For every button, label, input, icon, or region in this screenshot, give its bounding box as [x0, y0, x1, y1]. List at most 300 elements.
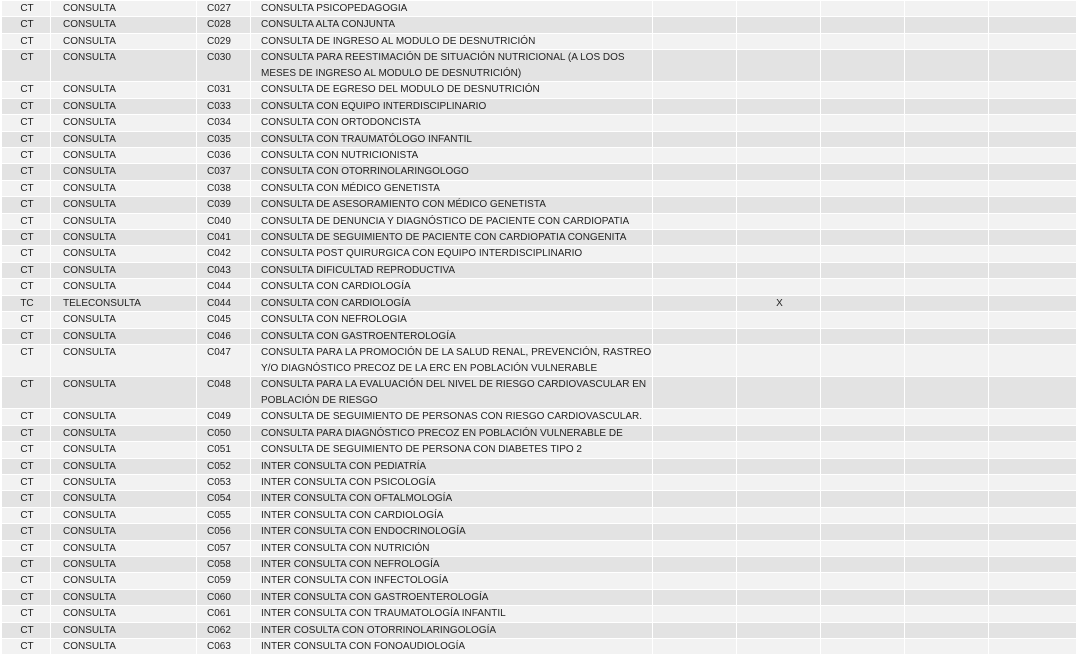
empty-cell — [821, 50, 905, 82]
empty-cell — [905, 344, 989, 376]
empty-cell — [905, 131, 989, 147]
prestacion-cell: CONSULTA — [51, 442, 197, 458]
descripcion-cell: CONSULTA PARA DIAGNÓSTICO PRECOZ EN POBLACIÓN VULNERABLE DE — [251, 425, 653, 441]
marca-cell — [737, 33, 821, 49]
marca-cell — [737, 131, 821, 147]
marca-cell — [737, 312, 821, 328]
prestacion-cell: CONSULTA — [51, 82, 197, 98]
table-row — [2, 556, 1077, 572]
tipo-cell: CT — [2, 474, 51, 490]
empty-cell — [653, 131, 737, 147]
empty-cell — [989, 1, 1077, 17]
descripcion-cell: CONSULTA DE ASESORAMIENTO CON MÉDICO GENETISTA — [251, 197, 653, 213]
empty-cell — [653, 409, 737, 425]
empty-cell — [821, 442, 905, 458]
empty-cell — [989, 474, 1077, 490]
empty-cell — [905, 507, 989, 523]
prestacion-cell: CONSULTA — [51, 409, 197, 425]
empty-cell — [653, 425, 737, 441]
table-row — [2, 17, 1077, 33]
prestacion-cell: CONSULTA — [51, 491, 197, 507]
empty-cell — [653, 589, 737, 605]
marca-cell — [737, 246, 821, 262]
empty-cell — [905, 262, 989, 278]
codigo-cell: C042 — [197, 246, 251, 262]
tipo-cell: CT — [2, 491, 51, 507]
empty-cell — [905, 279, 989, 295]
empty-cell — [821, 148, 905, 164]
descripcion-cell: CONSULTA CON ORTODONCISTA — [251, 115, 653, 131]
codigo-cell: C049 — [197, 409, 251, 425]
prestacion-cell: CONSULTA — [51, 328, 197, 344]
marca-cell — [737, 328, 821, 344]
prestacion-cell: CONSULTA — [51, 540, 197, 556]
empty-cell — [821, 328, 905, 344]
empty-cell — [905, 622, 989, 638]
tipo-cell: CT — [2, 262, 51, 278]
tipo-cell: CT — [2, 573, 51, 589]
descripcion-cell: CONSULTA CON EQUIPO INTERDISCIPLINARIO — [251, 98, 653, 114]
tipo-cell: CT — [2, 115, 51, 131]
marca-cell — [737, 409, 821, 425]
descripcion-cell: CONSULTA CON MÉDICO GENETISTA — [251, 180, 653, 196]
tipo-cell: CT — [2, 82, 51, 98]
marca-cell — [737, 474, 821, 490]
empty-cell — [905, 425, 989, 441]
empty-cell — [653, 17, 737, 33]
empty-cell — [905, 474, 989, 490]
descripcion-cell: CONSULTA PARA REESTIMACIÓN DE SITUACIÓN NUTRICIONAL (A LOS DOS MESES DE INGRESO AL MODULO DE DESNUTRICIÓN) — [251, 50, 653, 82]
empty-cell — [905, 606, 989, 622]
empty-cell — [905, 377, 989, 409]
descripcion-cell: CONSULTA PARA LA EVALUACIÓN DEL NIVEL DE RIESGO CARDIOVASCULAR EN POBLACIÓN DE RIESGO — [251, 377, 653, 409]
descripcion-cell: INTER CONSULTA CON INFECTOLOGÍA — [251, 573, 653, 589]
descripcion-cell: CONSULTA ALTA CONJUNTA — [251, 17, 653, 33]
empty-cell — [821, 131, 905, 147]
prestacion-cell: CONSULTA — [51, 246, 197, 262]
tipo-cell: CT — [2, 131, 51, 147]
empty-cell — [989, 573, 1077, 589]
marca-cell — [737, 230, 821, 246]
marca-cell — [737, 622, 821, 638]
empty-cell — [653, 262, 737, 278]
empty-cell — [653, 148, 737, 164]
descripcion-cell: INTER CONSULTA CON NEFROLOGÍA — [251, 556, 653, 572]
codigo-cell: C057 — [197, 540, 251, 556]
empty-cell — [653, 638, 737, 654]
empty-cell — [989, 82, 1077, 98]
empty-cell — [905, 230, 989, 246]
tipo-cell: CT — [2, 344, 51, 376]
prestacion-cell: CONSULTA — [51, 98, 197, 114]
table-row — [2, 50, 1077, 82]
tipo-cell: CT — [2, 148, 51, 164]
empty-cell — [821, 98, 905, 114]
marca-cell — [737, 540, 821, 556]
codigo-cell: C033 — [197, 98, 251, 114]
empty-cell — [821, 279, 905, 295]
empty-cell — [653, 540, 737, 556]
tipo-cell: CT — [2, 17, 51, 33]
table-row — [2, 507, 1077, 523]
table-row — [2, 33, 1077, 49]
marca-cell — [737, 556, 821, 572]
table-row — [2, 491, 1077, 507]
codigo-cell: C035 — [197, 131, 251, 147]
prestacion-cell: CONSULTA — [51, 279, 197, 295]
tipo-cell: CT — [2, 213, 51, 229]
prestacion-cell: CONSULTA — [51, 131, 197, 147]
codigo-cell: C027 — [197, 1, 251, 17]
descripcion-cell: INTER CONSULTA CON GASTROENTEROLOGÍA — [251, 589, 653, 605]
marca-cell — [737, 638, 821, 654]
empty-cell — [989, 131, 1077, 147]
descripcion-cell: INTER CONSULTA CON PEDIATRÍA — [251, 458, 653, 474]
empty-cell — [905, 17, 989, 33]
empty-cell — [905, 312, 989, 328]
prestacion-cell: CONSULTA — [51, 180, 197, 196]
marca-cell — [737, 115, 821, 131]
empty-cell — [989, 230, 1077, 246]
empty-cell — [905, 556, 989, 572]
table-row — [2, 622, 1077, 638]
empty-cell — [653, 491, 737, 507]
empty-cell — [905, 180, 989, 196]
empty-cell — [821, 573, 905, 589]
empty-cell — [821, 556, 905, 572]
empty-cell — [821, 507, 905, 523]
empty-cell — [653, 164, 737, 180]
marca-cell — [737, 606, 821, 622]
tipo-cell: CT — [2, 589, 51, 605]
empty-cell — [821, 409, 905, 425]
prestacion-cell: CONSULTA — [51, 230, 197, 246]
empty-cell — [989, 638, 1077, 654]
marca-cell — [737, 524, 821, 540]
descripcion-cell: CONSULTA DE SEGUIMIENTO DE PERSONAS CON RIESGO CARDIOVASCULAR. — [251, 409, 653, 425]
descripcion-cell: CONSULTA DIFICULTAD REPRODUCTIVA — [251, 262, 653, 278]
prestacion-cell: CONSULTA — [51, 148, 197, 164]
empty-cell — [905, 246, 989, 262]
empty-cell — [653, 622, 737, 638]
tipo-cell: CT — [2, 328, 51, 344]
codigo-cell: C062 — [197, 622, 251, 638]
prestacion-cell: CONSULTA — [51, 573, 197, 589]
marca-cell — [737, 180, 821, 196]
marca-cell — [737, 507, 821, 523]
codigo-cell: C044 — [197, 295, 251, 311]
codigo-cell: C059 — [197, 573, 251, 589]
empty-cell — [905, 573, 989, 589]
empty-cell — [905, 540, 989, 556]
codigo-cell: C031 — [197, 82, 251, 98]
tipo-cell: CT — [2, 180, 51, 196]
codigo-cell: C047 — [197, 344, 251, 376]
tipo-cell: CT — [2, 409, 51, 425]
codigo-cell: C046 — [197, 328, 251, 344]
empty-cell — [989, 262, 1077, 278]
table-row — [2, 262, 1077, 278]
empty-cell — [821, 230, 905, 246]
codigo-cell: C060 — [197, 589, 251, 605]
descripcion-cell: CONSULTA DE SEGUIMIENTO DE PACIENTE CON CARDIOPATIA CONGENITA — [251, 230, 653, 246]
empty-cell — [821, 295, 905, 311]
marca-cell — [737, 213, 821, 229]
empty-cell — [905, 82, 989, 98]
empty-cell — [989, 197, 1077, 213]
descripcion-cell: INTER CONSULTA CON PSICOLOGÍA — [251, 474, 653, 490]
prestacion-cell: TELECONSULTA — [51, 295, 197, 311]
table-row — [2, 279, 1077, 295]
empty-cell — [989, 17, 1077, 33]
empty-cell — [653, 507, 737, 523]
codigo-cell: C053 — [197, 474, 251, 490]
descripcion-cell: CONSULTA DE INGRESO AL MODULO DE DESNUTRICIÓN — [251, 33, 653, 49]
empty-cell — [905, 442, 989, 458]
table-row — [2, 589, 1077, 605]
tipo-cell: CT — [2, 638, 51, 654]
table-row — [2, 540, 1077, 556]
empty-cell — [905, 98, 989, 114]
table-row — [2, 82, 1077, 98]
empty-cell — [653, 312, 737, 328]
descripcion-cell: CONSULTA PARA LA PROMOCIÓN DE LA SALUD RENAL, PREVENCIÓN, RASTREO Y/O DIAGNÓSTICO PRECOZ DE LA ERC EN POBLACIÓN VULNERABLE — [251, 344, 653, 376]
empty-cell — [989, 377, 1077, 409]
empty-cell — [989, 507, 1077, 523]
table-row — [2, 524, 1077, 540]
empty-cell — [821, 33, 905, 49]
tipo-cell: TC — [2, 295, 51, 311]
prestacion-cell: CONSULTA — [51, 474, 197, 490]
empty-cell — [821, 115, 905, 131]
empty-cell — [653, 295, 737, 311]
codigo-cell: C052 — [197, 458, 251, 474]
codigo-cell: C028 — [197, 17, 251, 33]
empty-cell — [653, 328, 737, 344]
codigo-cell: C040 — [197, 213, 251, 229]
table-row — [2, 344, 1077, 376]
empty-cell — [653, 474, 737, 490]
descripcion-cell: CONSULTA CON GASTROENTEROLOGÍA — [251, 328, 653, 344]
marca-cell — [737, 1, 821, 17]
marca-cell — [737, 164, 821, 180]
marca-cell: X — [737, 295, 821, 311]
empty-cell — [989, 606, 1077, 622]
empty-cell — [821, 312, 905, 328]
descripcion-cell: INTER CONSULTA CON NUTRICIÓN — [251, 540, 653, 556]
codigo-cell: C061 — [197, 606, 251, 622]
descripcion-cell: CONSULTA CON OTORRINOLARINGOLOGO — [251, 164, 653, 180]
descripcion-cell: CONSULTA DE SEGUIMIENTO DE PERSONA CON DIABETES TIPO 2 — [251, 442, 653, 458]
empty-cell — [989, 540, 1077, 556]
empty-cell — [653, 33, 737, 49]
empty-cell — [905, 409, 989, 425]
table-row — [2, 164, 1077, 180]
prestacion-cell: CONSULTA — [51, 638, 197, 654]
tipo-cell: CT — [2, 556, 51, 572]
table-row — [2, 606, 1077, 622]
empty-cell — [653, 344, 737, 376]
marca-cell — [737, 148, 821, 164]
table-row — [2, 197, 1077, 213]
codigo-cell: C051 — [197, 442, 251, 458]
prestacion-cell: CONSULTA — [51, 17, 197, 33]
codigo-cell: C043 — [197, 262, 251, 278]
codigo-cell: C050 — [197, 425, 251, 441]
empty-cell — [821, 213, 905, 229]
codigo-cell: C044 — [197, 279, 251, 295]
prestacion-cell: CONSULTA — [51, 50, 197, 82]
tipo-cell: CT — [2, 279, 51, 295]
empty-cell — [821, 17, 905, 33]
marca-cell — [737, 442, 821, 458]
empty-cell — [989, 344, 1077, 376]
marca-cell — [737, 491, 821, 507]
codigo-cell: C056 — [197, 524, 251, 540]
empty-cell — [905, 295, 989, 311]
tipo-cell: CT — [2, 1, 51, 17]
empty-cell — [653, 606, 737, 622]
empty-cell — [989, 442, 1077, 458]
empty-cell — [905, 638, 989, 654]
empty-cell — [821, 606, 905, 622]
tipo-cell: CT — [2, 164, 51, 180]
empty-cell — [821, 458, 905, 474]
tipo-cell: CT — [2, 246, 51, 262]
codigo-cell: C063 — [197, 638, 251, 654]
prestacion-cell: CONSULTA — [51, 164, 197, 180]
codigo-cell: C034 — [197, 115, 251, 131]
table-row — [2, 458, 1077, 474]
codigo-cell: C029 — [197, 33, 251, 49]
codigo-cell: C041 — [197, 230, 251, 246]
marca-cell — [737, 262, 821, 278]
empty-cell — [905, 524, 989, 540]
prestacion-cell: CONSULTA — [51, 524, 197, 540]
table-body — [2, 1, 1077, 655]
empty-cell — [653, 442, 737, 458]
empty-cell — [653, 230, 737, 246]
codigo-cell: C030 — [197, 50, 251, 82]
tipo-cell: CT — [2, 377, 51, 409]
tipo-cell: CT — [2, 50, 51, 82]
table-row — [2, 98, 1077, 114]
empty-cell — [653, 458, 737, 474]
empty-cell — [905, 164, 989, 180]
empty-cell — [989, 312, 1077, 328]
empty-cell — [905, 491, 989, 507]
table-row — [2, 295, 1077, 311]
descripcion-cell: CONSULTA CON NUTRICIONISTA — [251, 148, 653, 164]
marca-cell — [737, 377, 821, 409]
codigo-cell: C038 — [197, 180, 251, 196]
table-row — [2, 638, 1077, 654]
empty-cell — [821, 377, 905, 409]
prestacion-cell: CONSULTA — [51, 197, 197, 213]
codigo-cell: C058 — [197, 556, 251, 572]
empty-cell — [653, 573, 737, 589]
empty-cell — [653, 180, 737, 196]
codigo-cell: C045 — [197, 312, 251, 328]
empty-cell — [821, 262, 905, 278]
tipo-cell: CT — [2, 230, 51, 246]
empty-cell — [989, 50, 1077, 82]
tipo-cell: CT — [2, 33, 51, 49]
prestacion-cell: CONSULTA — [51, 507, 197, 523]
table-row — [2, 148, 1077, 164]
marca-cell — [737, 425, 821, 441]
tipo-cell: CT — [2, 312, 51, 328]
table-row — [2, 442, 1077, 458]
empty-cell — [989, 458, 1077, 474]
codigo-cell: C054 — [197, 491, 251, 507]
descripcion-cell: CONSULTA PSICOPEDAGOGIA — [251, 1, 653, 17]
table-row — [2, 115, 1077, 131]
empty-cell — [821, 197, 905, 213]
empty-cell — [821, 344, 905, 376]
descripcion-cell: INTER CONSULTA CON FONOAUDIOLOGÍA — [251, 638, 653, 654]
descripcion-cell: INTER COSULTA CON OTORRINOLARINGOLOGÍA — [251, 622, 653, 638]
empty-cell — [905, 197, 989, 213]
empty-cell — [989, 524, 1077, 540]
table-row — [2, 573, 1077, 589]
descripcion-cell: CONSULTA CON CARDIOLOGÍA — [251, 295, 653, 311]
table-row — [2, 1, 1077, 17]
descripcion-cell: CONSULTA CON CARDIOLOGÍA — [251, 279, 653, 295]
tipo-cell: CT — [2, 458, 51, 474]
prestaciones-table — [1, 0, 1077, 655]
empty-cell — [989, 556, 1077, 572]
empty-cell — [989, 164, 1077, 180]
marca-cell — [737, 344, 821, 376]
descripcion-cell: INTER CONSULTA CON CARDIOLOGÍA — [251, 507, 653, 523]
prestacion-cell: CONSULTA — [51, 115, 197, 131]
codigo-cell: C036 — [197, 148, 251, 164]
table-row — [2, 180, 1077, 196]
table-row — [2, 230, 1077, 246]
empty-cell — [653, 82, 737, 98]
descripcion-cell: INTER CONSULTA CON ENDOCRINOLOGÍA — [251, 524, 653, 540]
descripcion-cell: CONSULTA POST QUIRURGICA CON EQUIPO INTERDISCIPLINARIO — [251, 246, 653, 262]
empty-cell — [821, 474, 905, 490]
descripcion-cell: INTER CONSULTA CON TRAUMATOLOGÍA INFANTIL — [251, 606, 653, 622]
marca-cell — [737, 82, 821, 98]
empty-cell — [905, 589, 989, 605]
empty-cell — [653, 524, 737, 540]
table-row — [2, 312, 1077, 328]
empty-cell — [821, 524, 905, 540]
empty-cell — [821, 180, 905, 196]
empty-cell — [905, 1, 989, 17]
tipo-cell: CT — [2, 98, 51, 114]
descripcion-cell: CONSULTA CON TRAUMATÓLOGO INFANTIL — [251, 131, 653, 147]
empty-cell — [905, 328, 989, 344]
empty-cell — [653, 556, 737, 572]
marca-cell — [737, 279, 821, 295]
empty-cell — [821, 540, 905, 556]
empty-cell — [821, 491, 905, 507]
empty-cell — [989, 246, 1077, 262]
marca-cell — [737, 50, 821, 82]
marca-cell — [737, 17, 821, 33]
codigo-cell: C039 — [197, 197, 251, 213]
prestacion-cell: CONSULTA — [51, 425, 197, 441]
empty-cell — [989, 622, 1077, 638]
empty-cell — [653, 246, 737, 262]
table-row — [2, 474, 1077, 490]
descripcion-cell: CONSULTA DE DENUNCIA Y DIAGNÓSTICO DE PACIENTE CON CARDIOPATIA — [251, 213, 653, 229]
tipo-cell: CT — [2, 507, 51, 523]
